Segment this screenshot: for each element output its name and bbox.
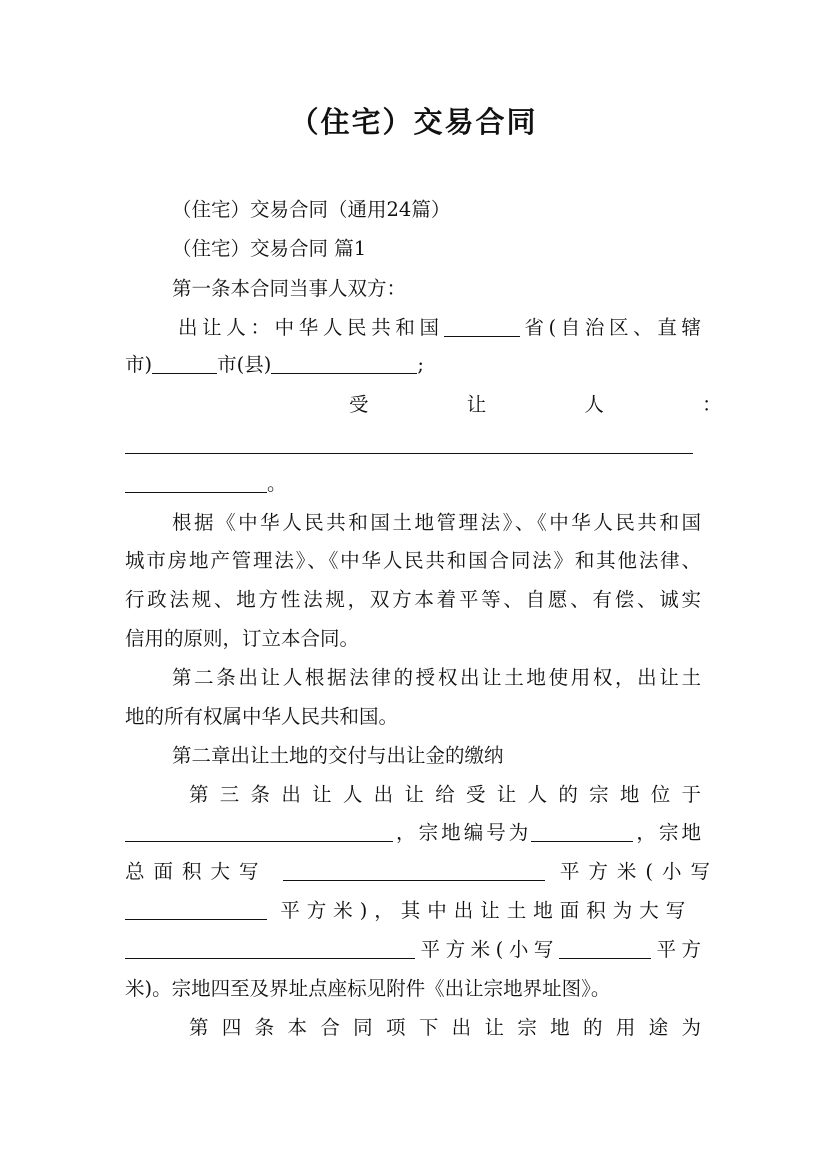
section-heading: （住宅）交易合同 篇1 — [172, 237, 367, 260]
clause-3-line-6: 米)。宗地四至及界址点座标见附件《出让宗地界址图》。 — [125, 977, 611, 1000]
city-line — [125, 350, 701, 380]
paragraph-basis-1: 根据《中华人民共和国土地管理法》、《中华人民共和国 — [172, 511, 701, 534]
paragraph-basis-4: 信用的原则，订立本合同。 — [125, 627, 360, 650]
transfer-area-label: 平方米)，其中出让土地面积为大写 — [280, 899, 693, 922]
transferee-blank — [125, 431, 693, 454]
clause-3-line-5 — [125, 935, 701, 965]
transferee-blank-line — [125, 430, 695, 460]
total-area-label: 总面积大写 — [125, 860, 268, 883]
sqm-label: 平方 — [650, 938, 701, 961]
parcel-label: ，宗地 — [633, 821, 701, 844]
total-area-blank — [283, 858, 545, 881]
parcel-number-blank — [531, 819, 633, 842]
paragraph-basis-2: 城市房地产管理法》、《中华人民共和国合同法》和其他法律、 — [125, 549, 701, 572]
province-blank — [444, 314, 520, 337]
clause-3-line-3 — [125, 857, 720, 887]
period: 。 — [267, 472, 287, 495]
clause-3-line-1: 第三条出让人出让给受让人的宗地位于 — [189, 783, 701, 806]
subtitle-line: （住宅）交易合同（通用24篇） — [172, 198, 451, 221]
transferor-line — [178, 313, 701, 343]
sqm-lowercase-label-2: 平方米(小写 — [415, 938, 559, 961]
transferee-line-end — [125, 469, 701, 499]
transferee-label: 受 让 人 ： — [349, 393, 722, 416]
transfer-area-lowercase-blank — [559, 936, 651, 959]
sqm-lowercase-label: 平方米(小写 — [559, 860, 720, 883]
parcel-number-label: ，宗地编号为 — [393, 821, 532, 844]
clause-2-line-2: 地的所有权属中华人民共和国。 — [125, 705, 399, 728]
clause-3-line-4 — [125, 896, 701, 926]
transferee-blank-2 — [125, 470, 267, 493]
city-blank — [152, 351, 217, 374]
transfer-area-blank — [125, 936, 415, 959]
clause-4-line-1: 第四条本合同项下出让宗地的用途为 — [189, 1016, 701, 1039]
clause-1-heading: 第一条本合同当事人双方： — [172, 277, 407, 300]
city-prefix: 市) — [125, 353, 153, 376]
county-label: 市(县) — [217, 353, 272, 376]
paragraph-basis-3: 行政法规、地方性法规，双方本着平等、自愿、有偿、诚实 — [125, 588, 701, 611]
city-line-end: ; — [417, 353, 424, 376]
location-blank — [125, 819, 393, 842]
chapter-2-heading: 第二章出让土地的交付与出让金的缴纳 — [172, 744, 504, 767]
transferor-label: 出让人：中华人民共和国 — [178, 316, 444, 339]
clause-3-line-2 — [125, 818, 701, 848]
province-label: 省(自治区、直辖 — [519, 316, 701, 339]
clause-2-line-1: 第二条出让人根据法律的授权出让土地使用权，出让土 — [172, 666, 701, 689]
lowercase-area-blank — [125, 897, 267, 920]
document-title: （住宅）交易合同 — [289, 105, 538, 139]
county-blank — [271, 351, 417, 374]
